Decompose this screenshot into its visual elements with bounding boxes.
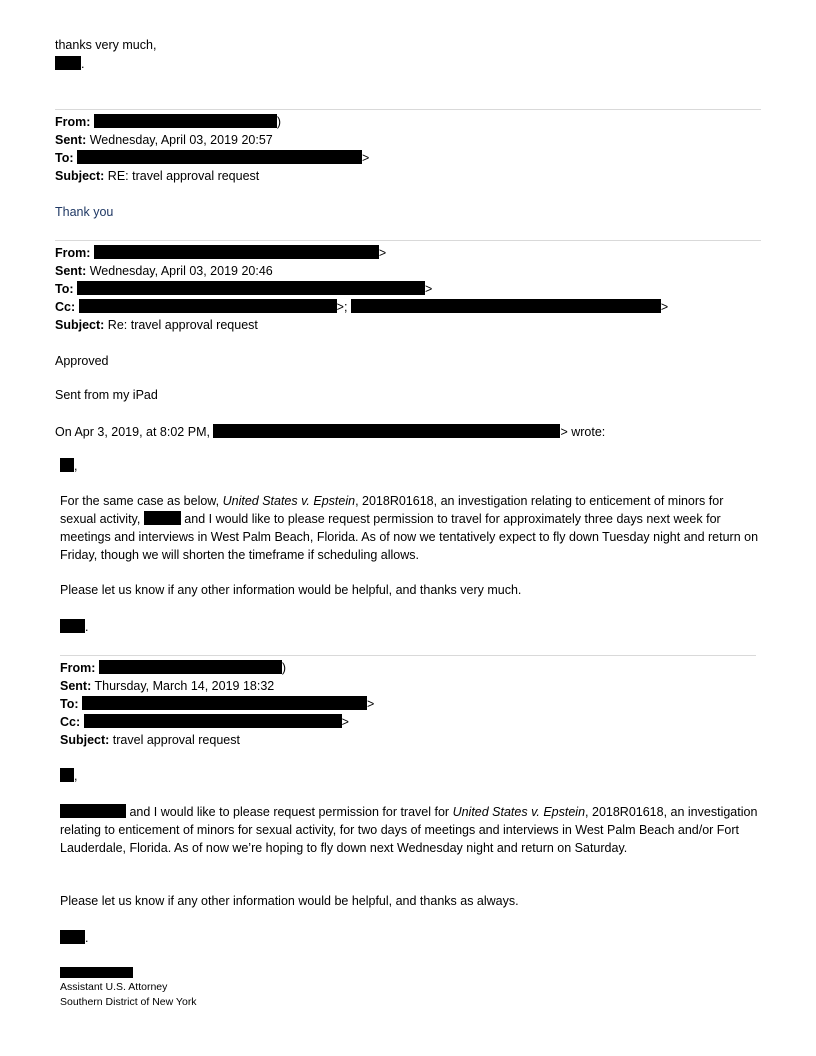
- email2-body-approved: Approved: [55, 354, 109, 368]
- email1-body: Thank you: [55, 205, 114, 219]
- redaction-block: [99, 660, 282, 674]
- redaction-block: [94, 245, 379, 259]
- quoted1-paragraph-1: For the same case as below, United States v. Epstein, 2018R01618, an investigation relating to enticement of minors for sexual activity, and I would like to please request permission to travel for approximately three days next week for meetings and interviews in West Palm Beach, Florida. As of now we tentatively expect to fly down Tuesday night and return on Friday, though we will shorten the timeframe if scheduling allows.: [60, 494, 759, 562]
- email3-cc: Cc: >: [60, 715, 349, 729]
- email3-from: From: ): [60, 661, 287, 675]
- quote-attribution: On Apr 3, 2019, at 8:02 PM, > wrote:: [55, 425, 606, 439]
- redaction-block: [60, 458, 74, 472]
- divider: [55, 109, 761, 110]
- redaction-block: [82, 696, 367, 710]
- divider: [60, 655, 756, 656]
- redaction-block: [84, 714, 342, 728]
- redaction-block: [60, 930, 85, 944]
- email3-subject: Subject: travel approval request: [60, 733, 240, 747]
- email3-paragraph-2: Please let us know if any other information would be helpful, and thanks as always.: [60, 894, 519, 908]
- quoted1-greeting: ,: [60, 458, 77, 474]
- email2-body-ipad: Sent from my iPad: [55, 388, 158, 402]
- redaction-block: [94, 114, 277, 128]
- redaction-block: [60, 967, 133, 978]
- email1-subject: Subject: RE: travel approval request: [55, 169, 260, 183]
- redaction-block: [144, 511, 181, 525]
- redaction-block: [79, 299, 337, 313]
- redaction-block: [351, 299, 661, 313]
- redaction-block: [60, 619, 85, 633]
- email3-signature: .: [60, 930, 88, 946]
- email1-to: To: >: [55, 151, 370, 165]
- quoted1-paragraph-2: Please let us know if any other information would be helpful, and thanks very much.: [60, 583, 522, 597]
- email1-sent: Sent: Wednesday, April 03, 2019 20:57: [55, 133, 273, 147]
- divider: [55, 240, 761, 241]
- signature-office: Southern District of New York: [60, 996, 197, 1008]
- closing-line: thanks very much,: [55, 38, 157, 52]
- signature-line: .: [55, 56, 84, 72]
- email2-subject: Subject: Re: travel approval request: [55, 318, 258, 332]
- redaction-block: [55, 56, 81, 70]
- email3-paragraph-1: and I would like to please request permission for travel for United States v. Epstein, 2018R01618, an investigation relating to enticement of minors for sexual activity, for two days of meetings and interviews in West Palm Beach and/or Fort Lauderdale, Florida. As of now we’re hoping to fly down next Wednesday night and return on Saturday.: [60, 805, 758, 855]
- email1-from: From: ): [55, 115, 282, 129]
- email2-cc: Cc: >; >: [55, 300, 669, 314]
- redaction-block: [77, 281, 425, 295]
- signature-title: Assistant U.S. Attorney: [60, 981, 168, 993]
- email3-to: To: >: [60, 697, 375, 711]
- signature-name: [60, 964, 133, 980]
- redaction-block: [60, 768, 74, 782]
- quoted1-signature: .: [60, 619, 88, 635]
- redaction-block: [77, 150, 362, 164]
- email2-to: To: >: [55, 282, 433, 296]
- redaction-block: [213, 424, 560, 438]
- email2-from: From: >: [55, 246, 387, 260]
- redaction-block: [60, 804, 126, 818]
- email3-sent: Sent: Thursday, March 14, 2019 18:32: [60, 679, 275, 693]
- email3-greeting: ,: [60, 768, 77, 784]
- email2-sent: Sent: Wednesday, April 03, 2019 20:46: [55, 264, 273, 278]
